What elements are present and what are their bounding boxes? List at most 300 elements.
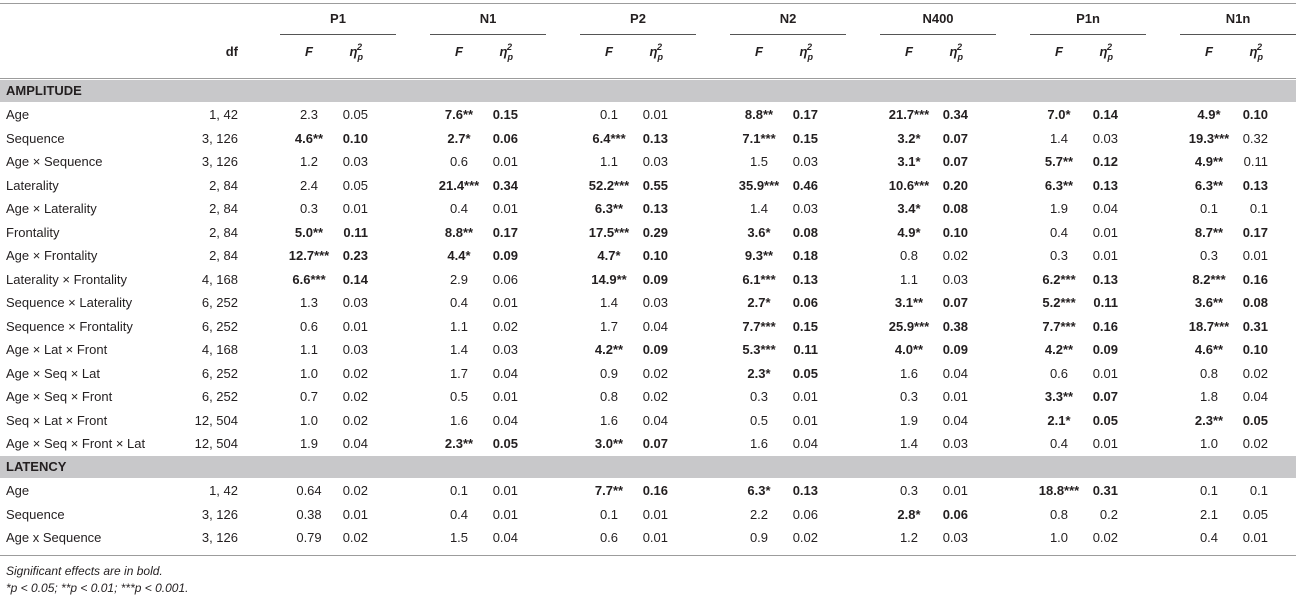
f-value-cell: 1.4: [899, 436, 919, 451]
f-value-cell: 1.1: [899, 271, 919, 287]
eta-value-cell: 0.01: [942, 483, 968, 498]
eta-squared-header: [1088, 44, 1118, 61]
eta-value-cell: 0.04: [642, 412, 668, 428]
eta-value-cell: 0.03: [942, 271, 968, 287]
f-value-cell: 1.8: [1199, 389, 1219, 404]
eta-value-cell: 0.13: [1092, 271, 1118, 287]
group-rule-p2: [580, 34, 696, 35]
f-header: F: [605, 44, 613, 59]
f-value-cell: 1.4: [749, 201, 769, 216]
eta-value-cell: 0.02: [942, 248, 968, 263]
eta-value-cell: 0.09: [492, 248, 518, 263]
eta-value-cell: 0.04: [942, 412, 968, 428]
eta-value-cell: 0.01: [1092, 224, 1118, 240]
eta-value-cell: 0.07: [942, 154, 968, 169]
f-value-cell: 10.6***: [888, 177, 930, 193]
f-value-cell: 1.1: [599, 154, 619, 169]
eta-value-cell: 0.01: [792, 412, 818, 428]
group-header-n1n: N1n: [1225, 11, 1251, 26]
f-value-cell: 4.2**: [1044, 342, 1074, 357]
f-value-cell: 4.9*: [1197, 107, 1221, 122]
f-value-cell: 0.1: [449, 483, 469, 498]
eta-value-cell: 0.09: [642, 342, 668, 357]
eta-value-cell: 0.07: [1092, 389, 1118, 404]
f-value-cell: 4.2**: [594, 342, 624, 357]
f-value-cell: 8.8**: [744, 107, 774, 122]
f-value-cell: 1.0: [299, 365, 319, 381]
eta-symbol: η: [349, 44, 358, 59]
f-value-cell: 21.7***: [888, 107, 930, 122]
f-value-cell: 3.0**: [594, 436, 624, 451]
f-value-cell: 0.6: [299, 318, 319, 334]
eta-value-cell: 0.07: [942, 130, 968, 146]
f-value-cell: 17.5***: [588, 224, 630, 240]
f-value-cell: 14.9**: [591, 271, 627, 287]
eta-value-cell: 0.04: [792, 436, 818, 451]
f-value-cell: 2.8*: [897, 506, 921, 522]
eta-squared-header: [488, 44, 518, 61]
eta-value-cell: 0.03: [642, 154, 668, 169]
f-value-cell: 8.8**: [444, 224, 474, 240]
f-value-cell: 2.3**: [444, 436, 474, 451]
eta-value-cell: 0.08: [792, 224, 818, 240]
f-value-cell: 5.2***: [1042, 295, 1076, 310]
eta-superscript: 2: [506, 42, 512, 52]
eta-value-cell: 0.05: [1242, 506, 1268, 522]
group-header-p2: P2: [630, 11, 646, 26]
f-value-cell: 5.7**: [1044, 154, 1074, 169]
amplitude-section-label: AMPLITUDE: [6, 83, 82, 98]
row-df: 12, 504: [194, 412, 238, 428]
eta-value-cell: 0.55: [642, 177, 668, 193]
eta-value-cell: 0.02: [1092, 530, 1118, 545]
eta-value-cell: 0.01: [792, 389, 818, 404]
f-value-cell: 1.0: [299, 412, 319, 428]
f-value-cell: 3.1**: [894, 295, 924, 310]
f-value-cell: 2.3: [299, 107, 319, 122]
eta-value-cell: 0.02: [642, 389, 668, 404]
eta-value-cell: 0.11: [1093, 295, 1118, 310]
f-value-cell: 0.4: [449, 295, 469, 310]
group-header-n2: N2: [779, 11, 797, 26]
f-value-cell: 1.5: [449, 530, 469, 545]
eta-value-cell: 0.16: [642, 483, 668, 498]
f-value-cell: 9.3**: [744, 248, 774, 263]
f-header: F: [305, 44, 313, 59]
eta-value-cell: 0.03: [792, 201, 818, 216]
eta-value-cell: 0.03: [942, 530, 968, 545]
eta-value-cell: 0.01: [642, 530, 668, 545]
eta-value-cell: 0.03: [1092, 130, 1118, 146]
eta-value-cell: 0.01: [1242, 530, 1268, 545]
f-value-cell: 6.2***: [1042, 271, 1076, 287]
f-value-cell: 18.8***: [1038, 483, 1080, 498]
f-value-cell: 18.7***: [1188, 318, 1230, 334]
eta-value-cell: 0.06: [492, 271, 518, 287]
row-df: 3, 126: [201, 530, 238, 545]
eta-value-cell: 0.15: [792, 318, 818, 334]
eta-value-cell: 0.11: [1243, 154, 1268, 169]
group-header-p1: P1: [330, 11, 346, 26]
eta-value-cell: 0.07: [942, 295, 968, 310]
eta-value-cell: 0.2: [1099, 506, 1118, 522]
f-value-cell: 21.4***: [438, 177, 480, 193]
row-df: 2, 84: [209, 201, 238, 216]
eta-value-cell: 0.18: [792, 248, 818, 263]
eta-value-cell: 0.01: [1092, 436, 1118, 451]
f-value-cell: 1.0: [1049, 530, 1069, 545]
row-df: 6, 252: [201, 318, 238, 334]
eta-value-cell: 0.05: [1242, 412, 1268, 428]
eta-value-cell: 0.13: [792, 483, 818, 498]
row-df: 3, 126: [201, 154, 238, 169]
eta-value-cell: 0.05: [492, 436, 518, 451]
eta-value-cell: 0.13: [1242, 177, 1268, 193]
eta-value-cell: 0.09: [642, 271, 668, 287]
eta-value-cell: 0.34: [492, 177, 518, 193]
eta-subscript: p: [957, 52, 963, 62]
f-value-cell: 1.3: [299, 295, 319, 310]
group-header-p1n: P1n: [1076, 11, 1100, 26]
eta-value-cell: 0.04: [1242, 389, 1268, 404]
group-rule-n400: [880, 34, 996, 35]
f-value-cell: 1.6: [899, 365, 919, 381]
f-value-cell: 3.1*: [897, 154, 921, 169]
eta-superscript: 2: [1256, 42, 1262, 52]
eta-value-cell: 0.10: [1242, 107, 1268, 122]
eta-value-cell: 0.05: [1092, 412, 1118, 428]
eta-value-cell: 0.13: [792, 271, 818, 287]
eta-value-cell: 0.01: [492, 389, 518, 404]
eta-value-cell: 0.13: [642, 130, 668, 146]
row-df: 6, 252: [201, 365, 238, 381]
eta-value-cell: 0.03: [642, 295, 668, 310]
eta-value-cell: 0.04: [492, 530, 518, 545]
f-value-cell: 35.9***: [738, 177, 780, 193]
group-header-n1: N1: [479, 11, 497, 26]
eta-value-cell: 0.02: [342, 530, 368, 545]
f-value-cell: 4.9*: [897, 224, 921, 240]
f-value-cell: 1.4: [449, 342, 469, 357]
row-df: 2, 84: [209, 177, 238, 193]
f-value-cell: 4.7*: [597, 248, 621, 263]
eta-subscript: p: [507, 52, 513, 62]
eta-value-cell: 0.02: [792, 530, 818, 545]
row-label: Age × Sequence: [6, 154, 103, 169]
f-value-cell: 5.3***: [742, 342, 776, 357]
eta-value-cell: 0.09: [942, 342, 968, 357]
latency-band: [0, 456, 1296, 478]
f-value-cell: 0.4: [449, 506, 469, 522]
f-value-cell: 6.3*: [747, 483, 771, 498]
f-value-cell: 0.4: [1199, 530, 1219, 545]
eta-value-cell: 0.15: [492, 107, 518, 122]
eta-value-cell: 0.11: [343, 224, 368, 240]
eta-value-cell: 0.01: [642, 506, 668, 522]
f-value-cell: 0.3: [749, 389, 769, 404]
f-value-cell: 8.7**: [1194, 224, 1224, 240]
eta-value-cell: 0.01: [492, 154, 518, 169]
eta-value-cell: 0.29: [642, 224, 668, 240]
eta-symbol: η: [799, 44, 808, 59]
row-df: 3, 126: [201, 506, 238, 522]
group-rule-n1: [430, 34, 546, 35]
eta-value-cell: 0.05: [342, 177, 368, 193]
eta-subscript: p: [1107, 52, 1113, 62]
eta-value-cell: 0.11: [793, 342, 818, 357]
eta-superscript: 2: [1106, 42, 1112, 52]
eta-value-cell: 0.01: [642, 107, 668, 122]
f-value-cell: 0.1: [599, 506, 619, 522]
f-value-cell: 6.6***: [292, 271, 326, 287]
row-label: Sequence × Frontality: [6, 318, 133, 334]
group-header-n400: N400: [922, 11, 954, 26]
f-value-cell: 1.4: [1049, 130, 1069, 146]
f-value-cell: 7.1***: [742, 130, 776, 146]
eta-superscript: 2: [356, 42, 362, 52]
eta-value-cell: 0.12: [1092, 154, 1118, 169]
eta-value-cell: 0.03: [492, 342, 518, 357]
eta-value-cell: 0.1: [1249, 201, 1268, 216]
eta-value-cell: 0.02: [1242, 365, 1268, 381]
eta-value-cell: 0.01: [1092, 248, 1118, 263]
eta-value-cell: 0.04: [942, 365, 968, 381]
f-value-cell: 1.9: [299, 436, 319, 451]
f-value-cell: 0.4: [449, 201, 469, 216]
group-rule-p1n: [1030, 34, 1146, 35]
eta-value-cell: 0.04: [492, 365, 518, 381]
f-value-cell: 6.4***: [592, 130, 626, 146]
f-value-cell: 6.3**: [1044, 177, 1074, 193]
eta-value-cell: 0.17: [792, 107, 818, 122]
eta-value-cell: 0.10: [342, 130, 368, 146]
f-value-cell: 6.3**: [1194, 177, 1224, 193]
row-label: Sequence × Laterality: [6, 295, 133, 310]
row-df: 1, 42: [209, 107, 238, 122]
f-value-cell: 7.0*: [1047, 107, 1071, 122]
group-rule-n2: [730, 34, 846, 35]
f-value-cell: 0.3: [1049, 248, 1069, 263]
eta-value-cell: 0.01: [342, 201, 368, 216]
eta-value-cell: 0.01: [1092, 365, 1118, 381]
f-value-cell: 0.8: [899, 248, 919, 263]
f-value-cell: 0.3: [899, 483, 919, 498]
f-value-cell: 7.7***: [742, 318, 776, 334]
eta-value-cell: 0.15: [792, 130, 818, 146]
f-value-cell: 1.6: [449, 412, 469, 428]
row-df: 4, 168: [201, 271, 238, 287]
eta-squared-header: [1238, 44, 1268, 61]
f-value-cell: 1.6: [749, 436, 769, 451]
eta-value-cell: 0.13: [642, 201, 668, 216]
f-value-cell: 52.2***: [588, 177, 630, 193]
eta-value-cell: 0.06: [792, 506, 818, 522]
eta-value-cell: 0.06: [942, 506, 968, 522]
f-value-cell: 1.2: [299, 154, 319, 169]
eta-value-cell: 0.13: [1092, 177, 1118, 193]
eta-value-cell: 0.20: [942, 177, 968, 193]
eta-value-cell: 0.03: [342, 295, 368, 310]
f-value-cell: 0.8: [599, 389, 619, 404]
row-label: Age x Sequence: [6, 530, 102, 545]
f-value-cell: 0.79: [296, 530, 322, 545]
row-label: Age: [6, 483, 30, 498]
row-df: 6, 252: [201, 389, 238, 404]
eta-value-cell: 0.32: [1242, 130, 1268, 146]
row-df: 2, 84: [209, 248, 238, 263]
f-value-cell: 7.7***: [1042, 318, 1076, 334]
eta-value-cell: 0.01: [492, 506, 518, 522]
f-value-cell: 3.6**: [1194, 295, 1224, 310]
f-value-cell: 1.0: [1199, 436, 1219, 451]
f-value-cell: 0.3: [299, 201, 319, 216]
eta-value-cell: 0.10: [642, 248, 668, 263]
eta-value-cell: 0.01: [492, 483, 518, 498]
eta-value-cell: 0.03: [792, 154, 818, 169]
row-label: Age × Seq × Lat: [6, 365, 100, 381]
row-label: Age: [6, 107, 30, 122]
f-value-cell: 4.6**: [294, 130, 324, 146]
f-value-cell: 1.5: [749, 154, 769, 169]
eta-value-cell: 0.17: [1242, 224, 1268, 240]
eta-value-cell: 0.01: [492, 201, 518, 216]
eta-value-cell: 0.02: [1242, 436, 1268, 451]
eta-value-cell: 0.08: [942, 201, 968, 216]
f-value-cell: 0.9: [599, 365, 619, 381]
f-value-cell: 0.3: [899, 389, 919, 404]
eta-squared-header: [338, 44, 368, 61]
f-value-cell: 2.4: [299, 177, 319, 193]
eta-symbol: η: [1249, 44, 1258, 59]
f-value-cell: 1.7: [599, 318, 619, 334]
f-value-cell: 0.38: [296, 506, 322, 522]
f-value-cell: 4.0**: [894, 342, 924, 357]
eta-value-cell: 0.10: [1242, 342, 1268, 357]
df-header: df: [225, 44, 238, 59]
eta-superscript: 2: [956, 42, 962, 52]
eta-squared-header: [788, 44, 818, 61]
f-value-cell: 0.5: [749, 412, 769, 428]
eta-symbol: η: [949, 44, 958, 59]
eta-symbol: η: [499, 44, 508, 59]
f-header: F: [455, 44, 463, 59]
f-value-cell: 3.6*: [747, 224, 771, 240]
eta-value-cell: 0.01: [342, 506, 368, 522]
f-value-cell: 0.6: [1049, 365, 1069, 381]
f-value-cell: 0.3: [1199, 248, 1219, 263]
eta-value-cell: 0.03: [342, 154, 368, 169]
latency-section-label: LATENCY: [6, 459, 67, 474]
f-value-cell: 12.7***: [288, 248, 330, 263]
eta-superscript: 2: [656, 42, 662, 52]
f-value-cell: 1.9: [899, 412, 919, 428]
footnote-p-values: *p < 0.05; **p < 0.01; ***p < 0.001.: [6, 581, 189, 595]
f-value-cell: 0.5: [449, 389, 469, 404]
f-value-cell: 1.9: [1049, 201, 1069, 216]
eta-value-cell: 0.04: [642, 318, 668, 334]
f-value-cell: 2.1*: [1047, 412, 1071, 428]
row-label: Age × Laterality: [6, 201, 97, 216]
f-value-cell: 4.6**: [1194, 342, 1224, 357]
f-value-cell: 2.1: [1199, 506, 1219, 522]
row-label: Age × Seq × Front × Lat: [6, 436, 146, 451]
f-value-cell: 2.7*: [447, 130, 471, 146]
f-header: F: [905, 44, 913, 59]
f-value-cell: 0.64: [296, 483, 322, 498]
row-df: 3, 126: [201, 130, 238, 146]
row-label: Age × Seq × Front: [6, 389, 113, 404]
eta-value-cell: 0.02: [492, 318, 518, 334]
f-value-cell: 0.8: [1199, 365, 1219, 381]
eta-subscript: p: [357, 52, 363, 62]
eta-value-cell: 0.02: [342, 365, 368, 381]
f-value-cell: 7.6**: [444, 107, 474, 122]
f-value-cell: 8.2***: [1192, 271, 1226, 287]
row-label: Frontality: [6, 224, 60, 240]
row-label: Laterality: [6, 177, 59, 193]
f-value-cell: 2.7*: [747, 295, 771, 310]
eta-value-cell: 0.04: [492, 412, 518, 428]
row-label: Age × Frontality: [6, 248, 98, 263]
eta-value-cell: 0.01: [942, 389, 968, 404]
row-label: Sequence: [6, 506, 65, 522]
f-header: F: [755, 44, 763, 59]
eta-value-cell: 0.02: [342, 389, 368, 404]
f-value-cell: 3.2*: [897, 130, 921, 146]
eta-value-cell: 0.34: [942, 107, 968, 122]
eta-value-cell: 0.05: [342, 107, 368, 122]
eta-symbol: η: [649, 44, 658, 59]
row-label: Seq × Lat × Front: [6, 412, 108, 428]
f-header: F: [1055, 44, 1063, 59]
eta-value-cell: 0.14: [342, 271, 368, 287]
f-value-cell: 0.8: [1049, 506, 1069, 522]
eta-subscript: p: [1257, 52, 1263, 62]
eta-subscript: p: [807, 52, 813, 62]
eta-value-cell: 0.08: [1242, 295, 1268, 310]
eta-value-cell: 0.03: [342, 342, 368, 357]
eta-squared-header: [638, 44, 668, 61]
eta-value-cell: 0.31: [1242, 318, 1268, 334]
f-value-cell: 2.3*: [747, 365, 771, 381]
group-rule-n1n: [1180, 34, 1296, 35]
f-value-cell: 6.1***: [742, 271, 776, 287]
f-value-cell: 1.7: [449, 365, 469, 381]
f-value-cell: 2.2: [749, 506, 769, 522]
eta-value-cell: 0.46: [792, 177, 818, 193]
eta-value-cell: 0.01: [1242, 248, 1268, 263]
f-value-cell: 3.4*: [897, 201, 921, 216]
f-value-cell: 6.3**: [594, 201, 624, 216]
f-value-cell: 0.1: [599, 107, 619, 122]
row-label: Age × Lat × Front: [6, 342, 108, 357]
f-value-cell: 0.6: [449, 154, 469, 169]
eta-value-cell: 0.05: [792, 365, 818, 381]
f-value-cell: 2.9: [449, 271, 469, 287]
f-header: F: [1205, 44, 1213, 59]
f-value-cell: 1.1: [299, 342, 319, 357]
eta-value-cell: 0.01: [342, 318, 368, 334]
eta-value-cell: 0.07: [642, 436, 668, 451]
f-value-cell: 19.3***: [1188, 130, 1230, 146]
eta-value-cell: 0.14: [1092, 107, 1118, 122]
eta-value-cell: 0.04: [342, 436, 368, 451]
eta-value-cell: 0.06: [492, 130, 518, 146]
eta-subscript: p: [657, 52, 663, 62]
eta-superscript: 2: [806, 42, 812, 52]
eta-value-cell: 0.02: [342, 412, 368, 428]
eta-value-cell: 0.10: [942, 224, 968, 240]
